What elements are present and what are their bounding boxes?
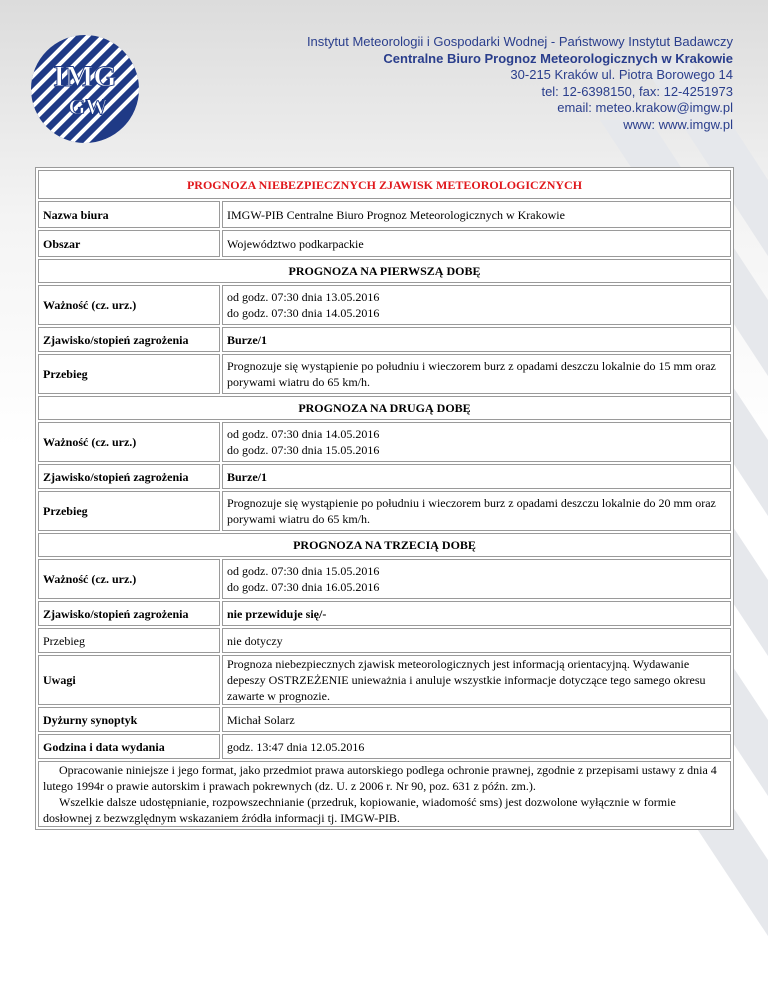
day2-validity-label: Ważność (cz. urz.) bbox=[38, 422, 220, 462]
day2-course-label: Przebieg bbox=[38, 491, 220, 531]
day2-validity-from: od godz. 07:30 dnia 14.05.2016 bbox=[227, 427, 380, 441]
day3-heading: PROGNOZA NA TRZECIĄ DOBĘ bbox=[38, 533, 731, 557]
notes-value: Prognoza niebezpiecznych zjawisk meteorologicznych jest informacją orientacyjną. Wydawanie depeszy OSTRZEŻENIE unieważnia i anuluje wszystkie informacje dotyczące tego samego okresu zawarte w prognozie. bbox=[222, 655, 731, 705]
day1-validity-label: Ważność (cz. urz.) bbox=[38, 285, 220, 325]
institute-header bbox=[307, 34, 733, 133]
day2-heading: PROGNOZA NA DRUGĄ DOBĘ bbox=[38, 396, 731, 420]
website[interactable]: www: www.imgw.pl bbox=[623, 116, 733, 132]
notes-label: Uwagi bbox=[38, 655, 220, 705]
forecaster-value: Michał Solarz bbox=[222, 707, 731, 732]
day3-validity-label: Ważność (cz. urz.) bbox=[38, 559, 220, 599]
office-name: Centralne Biuro Prognoz Meteorologicznych w Krakowie bbox=[383, 50, 733, 66]
day3-validity-from: od godz. 07:30 dnia 15.05.2016 bbox=[227, 564, 380, 578]
copyright-footer bbox=[38, 761, 731, 827]
institute-name: Instytut Meteorologii i Gospodarki Wodnej - Państwowy Instytut Badawczy bbox=[306, 34, 733, 49]
day2-validity-value bbox=[222, 422, 731, 462]
forecast-document bbox=[35, 167, 734, 830]
phone-fax: tel: 12-6398150, fax: 12-4251973 bbox=[541, 83, 733, 99]
day1-phenomenon-label: Zjawisko/stopień zagrożenia bbox=[38, 327, 220, 352]
day1-phenomenon-value: Burze/1 bbox=[222, 327, 731, 352]
imgw-logo bbox=[30, 34, 140, 144]
day3-validity-value bbox=[222, 559, 731, 599]
day1-validity-from: od godz. 07:30 dnia 13.05.2016 bbox=[227, 290, 380, 304]
day2-course-value: Prognozuje się wystąpienie po południu i wieczorem burz z opadami deszczu lokalnie do 20 mm oraz porywami wiatru do 65 km/h. bbox=[222, 491, 731, 531]
copyright-paragraph: Opracowanie niniejsze i jego format, jako przedmiot prawa autorskiego podlega ochronie prawnej, zgodnie z przepisami ustawy z dnia 4 lutego 1994r o prawie autorskim i prawach pokrewnych (dz. U. z 2006 r. Nr 90, poz. 631 z późn. zm.). bbox=[43, 763, 717, 793]
issued-value: godz. 13:47 dnia 12.05.2016 bbox=[222, 734, 731, 759]
email[interactable]: email: meteo.krakow@imgw.pl bbox=[557, 100, 733, 115]
day3-course-value: nie dotyczy bbox=[222, 628, 731, 653]
area-value: Województwo podkarpackie bbox=[222, 230, 731, 257]
day3-phenomenon-label: Zjawisko/stopień zagrożenia bbox=[38, 601, 220, 626]
day2-validity-to: do godz. 07:30 dnia 15.05.2016 bbox=[227, 443, 380, 457]
day1-heading: PROGNOZA NA PIERWSZĄ DOBĘ bbox=[38, 259, 731, 283]
day1-validity-value bbox=[222, 285, 731, 325]
day3-phenomenon-value: nie przewiduje się/- bbox=[222, 601, 731, 626]
forecast-table bbox=[35, 167, 734, 830]
day1-course-label: Przebieg bbox=[38, 354, 220, 394]
day2-phenomenon-label: Zjawisko/stopień zagrożenia bbox=[38, 464, 220, 489]
day1-course-value: Prognozuje się wystąpienie po południu i wieczorem burz z opadami deszczu lokalnie do 15 mm oraz porywami wiatru do 65 km/h. bbox=[222, 354, 731, 394]
office-label: Nazwa biura bbox=[38, 201, 220, 228]
distribution-paragraph: Wszelkie dalsze udostępnianie, rozpowszechnianie (przedruk, kopiowanie, wiadomość sms) jest dozwolone wyłącznie w formie dosłownej z bezwzględnym wskazaniem źródła informacji tj. IMGW-PIB. bbox=[43, 795, 676, 825]
document-title: PROGNOZA NIEBEZPIECZNYCH ZJAWISK METEOROLOGICZNYCH bbox=[38, 170, 731, 199]
day1-validity-to: do godz. 07:30 dnia 14.05.2016 bbox=[227, 306, 380, 320]
day2-phenomenon-value: Burze/1 bbox=[222, 464, 731, 489]
forecaster-label: Dyżurny synoptyk bbox=[38, 707, 220, 732]
day3-validity-to: do godz. 07:30 dnia 16.05.2016 bbox=[227, 580, 380, 594]
logo-text-top: IMG bbox=[53, 60, 117, 93]
address: 30-215 Kraków ul. Piotra Borowego 14 bbox=[510, 67, 733, 82]
area-label: Obszar bbox=[38, 230, 220, 257]
issued-label: Godzina i data wydania bbox=[38, 734, 220, 759]
day3-course-label: Przebieg bbox=[38, 628, 220, 653]
logo-text-bottom: GW bbox=[68, 94, 108, 119]
office-value: IMGW-PIB Centralne Biuro Prognoz Meteorologicznych w Krakowie bbox=[222, 201, 731, 228]
